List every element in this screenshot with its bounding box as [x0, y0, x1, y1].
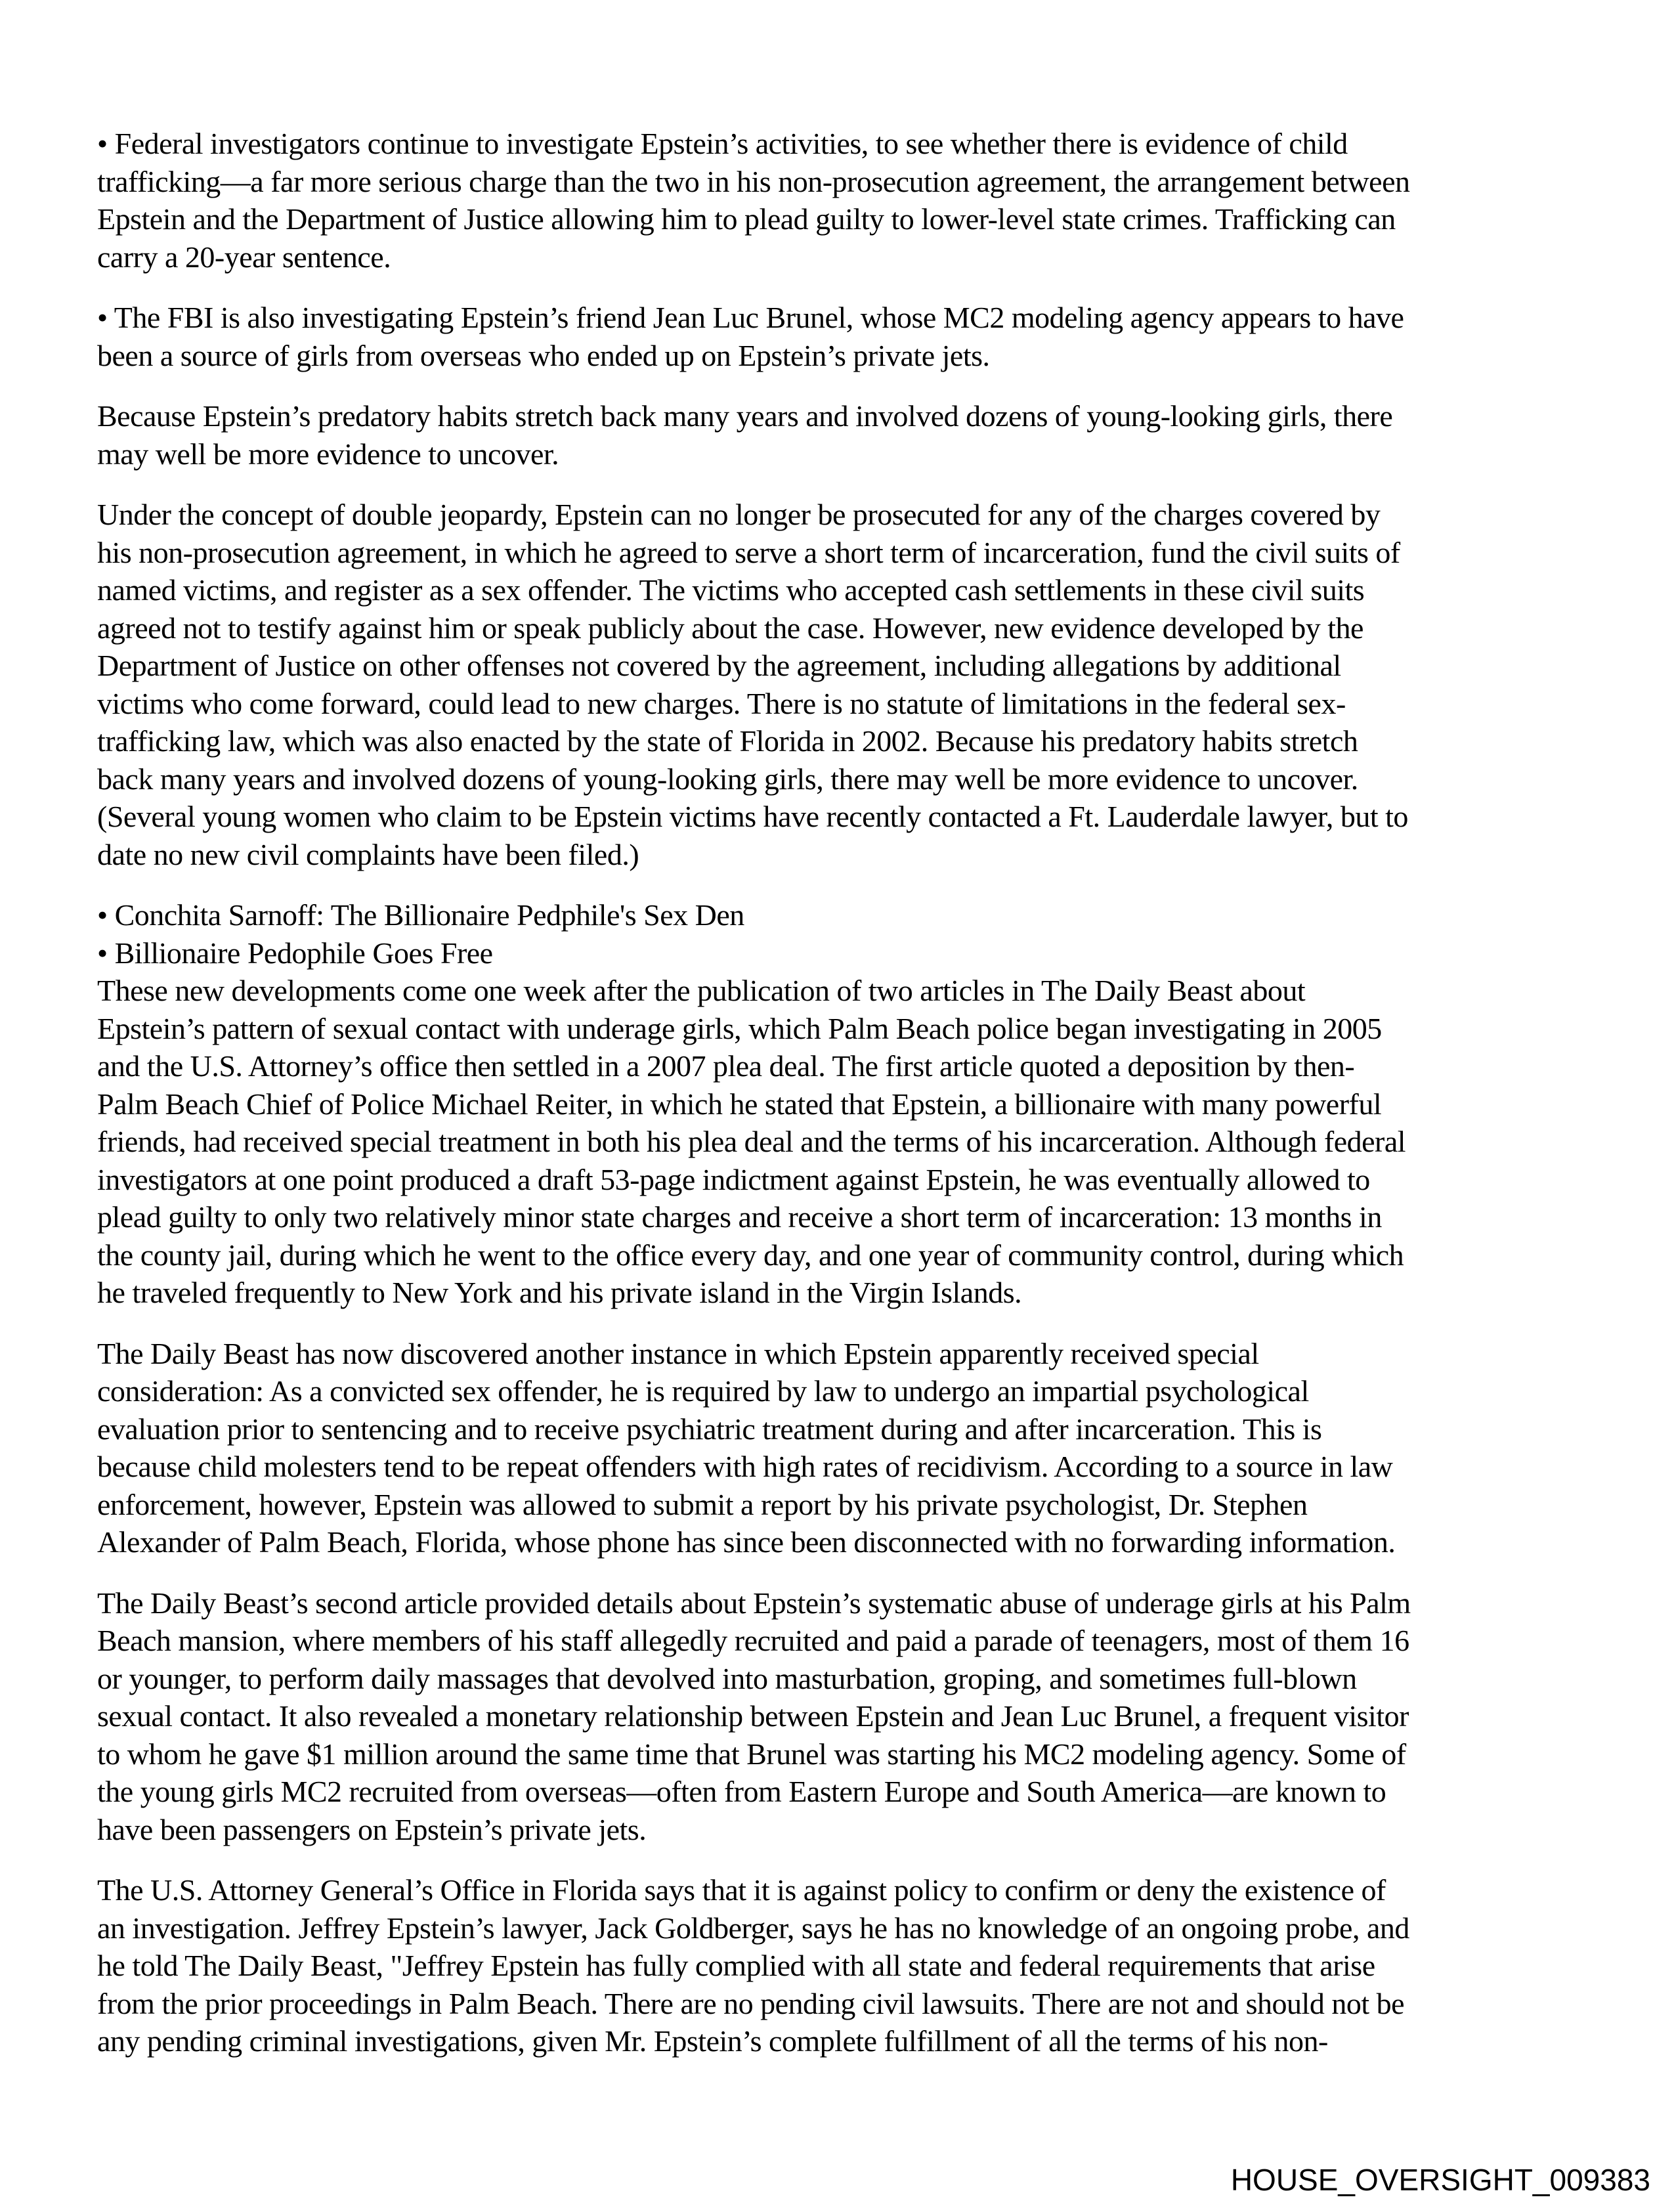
text-line: Beach mansion, where members of his staff allegedly recruited and paid a parade of teenagers, most of them 16: [97, 1624, 1409, 1657]
text-line: evaluation prior to sentencing and to receive psychiatric treatment during and after incarceration. This is: [97, 1412, 1322, 1446]
text-line: friends, had received special treatment in both his plea deal and the terms of his incarceration. Although federal: [97, 1125, 1406, 1158]
bullet-paragraph: [97, 934, 1600, 972]
text-line: • Billionaire Pedophile Goes Free: [97, 936, 493, 970]
text-line: have been passengers on Epstein’s private jets.: [97, 1812, 647, 1846]
text-line: back many years and involved dozens of young-looking girls, there may well be more evidence to uncover.: [97, 762, 1358, 796]
text-line: to whom he gave $1 million around the same time that Brunel was starting his MC2 modeling agency. Some of: [97, 1737, 1406, 1771]
text-line: any pending criminal investigations, given Mr. Epstein’s complete fulfillment of all the terms of his non-: [97, 2024, 1328, 2058]
text-line: he told The Daily Beast, "Jeffrey Epstein has fully complied with all state and federal requirements that arise: [97, 1949, 1375, 1982]
text-line: Under the concept of double jeopardy, Epstein can no longer be prosecuted for any of the charges covered by: [97, 498, 1381, 531]
text-line: he traveled frequently to New York and his private island in the Virgin Islands.: [97, 1276, 1022, 1309]
paragraph: [97, 1584, 1600, 1849]
text-line: date no new civil complaints have been filed.): [97, 837, 639, 871]
text-line: sexual contact. It also revealed a monetary relationship between Epstein and Jean Luc Brunel, a frequent visitor: [97, 1699, 1409, 1733]
text-line: named victims, and register as a sex offender. The victims who accepted cash settlements in these civil suits: [97, 573, 1365, 607]
bullet-paragraph: [97, 896, 1600, 934]
text-line: • The FBI is also investigating Epstein’s friend Jean Luc Brunel, whose MC2 modeling agency appears to have: [97, 301, 1404, 334]
text-line: • Federal investigators continue to investigate Epstein’s activities, to see whether there is evidence of child: [97, 127, 1348, 160]
text-line: investigators at one point produced a draft 53-page indictment against Epstein, he was eventually allowed to: [97, 1162, 1370, 1196]
paragraph: [97, 397, 1600, 473]
text-line: (Several young women who claim to be Epstein victims have recently contacted a Ft. Lauderdale lawyer, but to: [97, 800, 1408, 833]
text-line: his non-prosecution agreement, in which he agreed to serve a short term of incarceration, fund the civil suits of: [97, 535, 1400, 569]
bullet-paragraph: [97, 299, 1600, 374]
text-line: the county jail, during which he went to the office every day, and one year of community control, during which: [97, 1238, 1404, 1272]
text-line: • Conchita Sarnoff: The Billionaire Pedphile's Sex Den: [97, 898, 744, 932]
text-line: or younger, to perform daily massages that devolved into masturbation, groping, and sometimes full-blown: [97, 1661, 1357, 1695]
text-line: agreed not to testify against him or speak publicly about the case. However, new evidence developed by the: [97, 611, 1363, 645]
text-line: trafficking law, which was also enacted by the state of Florida in 2002. Because his predatory habits stretch: [97, 724, 1358, 758]
document-body: [97, 125, 1600, 2060]
text-line: trafficking—a far more serious charge than the two in his non-prosecution agreement, the arrangement between: [97, 164, 1410, 198]
text-line: enforcement, however, Epstein was allowed to submit a report by his private psychologist, Dr. Stephen: [97, 1487, 1308, 1521]
text-line: Epstein’s pattern of sexual contact with underage girls, which Palm Beach police began investigating in 2005: [97, 1011, 1382, 1045]
bates-number: HOUSE_OVERSIGHT_009383: [1230, 2163, 1650, 2197]
text-line: because child molesters tend to be repeat offenders with high rates of recidivism. According to a source in law: [97, 1450, 1393, 1483]
paragraph: [97, 496, 1600, 873]
text-line: The Daily Beast’s second article provided details about Epstein’s systematic abuse of underage girls at his Palm: [97, 1586, 1411, 1620]
text-line: These new developments come one week after the publication of two articles in The Daily Beast about: [97, 974, 1306, 1007]
text-line: the young girls MC2 recruited from overseas—often from Eastern Europe and South America—are known to: [97, 1775, 1386, 1808]
text-line: Epstein and the Department of Justice allowing him to plead guilty to lower-level state crimes. Trafficking can: [97, 202, 1396, 236]
text-line: and the U.S. Attorney’s office then settled in a 2007 plea deal. The first article quoted a deposition by then-: [97, 1049, 1355, 1083]
text-line: Department of Justice on other offenses not covered by the agreement, including allegations by additional: [97, 649, 1341, 682]
bullet-paragraph: [97, 125, 1600, 276]
text-line: Alexander of Palm Beach, Florida, whose phone has since been disconnected with no forwarding information.: [97, 1525, 1396, 1559]
text-line: from the prior proceedings in Palm Beach. There are no pending civil lawsuits. There are not and should not be: [97, 1986, 1405, 2020]
text-line: may well be more evidence to uncover.: [97, 437, 559, 471]
text-line: Palm Beach Chief of Police Michael Reiter, in which he stated that Epstein, a billionaire with many powerful: [97, 1087, 1382, 1121]
text-line: been a source of girls from overseas who ended up on Epstein’s private jets.: [97, 338, 990, 372]
text-line: victims who come forward, could lead to new charges. There is no statute of limitations in the federal sex-: [97, 686, 1346, 720]
paragraph: [97, 1871, 1600, 2060]
text-line: carry a 20-year sentence.: [97, 240, 391, 274]
paragraph: [97, 1335, 1600, 1561]
text-line: an investigation. Jeffrey Epstein’s lawyer, Jack Goldberger, says he has no knowledge of an ongoing probe, and: [97, 1911, 1409, 1945]
text-line: The Daily Beast has now discovered another instance in which Epstein apparently received special: [97, 1336, 1259, 1370]
text-line: plead guilty to only two relatively minor state charges and receive a short term of incarceration: 13 months in: [97, 1200, 1382, 1234]
text-line: The U.S. Attorney General’s Office in Florida says that it is against policy to confirm or deny the existence of: [97, 1873, 1386, 1907]
text-line: Because Epstein’s predatory habits stretch back many years and involved dozens of young-looking girls, there: [97, 399, 1393, 433]
paragraph: [97, 972, 1600, 1312]
text-line: consideration: As a convicted sex offender, he is required by law to undergo an impartial psychological: [97, 1374, 1309, 1408]
